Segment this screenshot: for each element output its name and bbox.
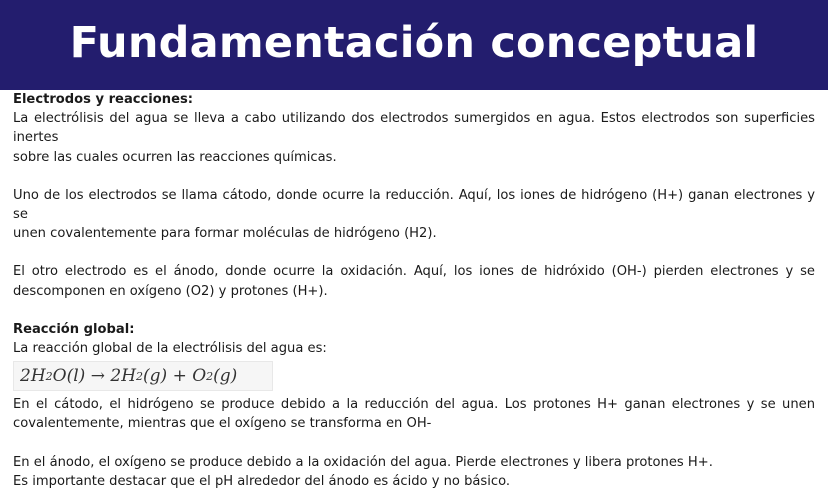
electrodes-line-2: sobre las cuales ocurren las reacciones químicas. [13,149,337,165]
anode-line-1: El otro electrodo es el ánodo, donde ocurre la oxidación. Aquí, los iones de hidróxido (OH-) pierden electrones y se [13,264,815,280]
electrodes-line-1: La electrólisis del agua se lleva a cabo utilizando dos electrodos sumergidos en agua. Estos electrodos son superficies inertes [13,111,815,146]
slide-header [0,0,828,90]
slide-body [13,90,815,491]
cathode-detail-line-1: En el cátodo, el hidrógeno se produce debido a la reducción del agua. Los protones H+ ganan electrones y se unen [13,397,815,413]
anode-line-2: descomponen en oxígeno (O2) y protones (H+). [13,283,328,299]
reaction-formula: 2 H 2 O(l) → 2 H 2 (g) + O 2 (g) [13,361,273,391]
cathode-paragraph [13,186,815,244]
cathode-line-1: Uno de los electrodos se llama cátodo, donde ocurre la reducción. Aquí, los iones de hidrógeno (H+) ganan electrones y se [13,187,815,223]
cathode-detail-line-2: covalentemente, mientras que el oxígeno se transforma en OH- [13,416,432,432]
cathode-line-2: unen covalentemente para formar moléculas de hidrógeno (H2). [13,226,437,242]
slide-title: Fundamentación conceptual [69,18,759,68]
cathode-detail-paragraph [13,395,815,433]
ph-note-line: Es importante destacar que el pH alrededor del ánodo es ácido y no básico. [13,473,511,489]
electrodes-paragraph [13,109,815,167]
anode-paragraph [13,262,815,300]
global-intro: La reacción global de la electrólisis del agua es: [13,341,327,357]
anode-detail-line: En el ánodo, el oxígeno se produce debido a la oxidación del agua. Pierde electrones y libera protones H+. [13,454,713,470]
global-heading: Reacción global: [13,321,135,337]
electrodes-heading: Electrodos y reacciones: [13,92,194,107]
